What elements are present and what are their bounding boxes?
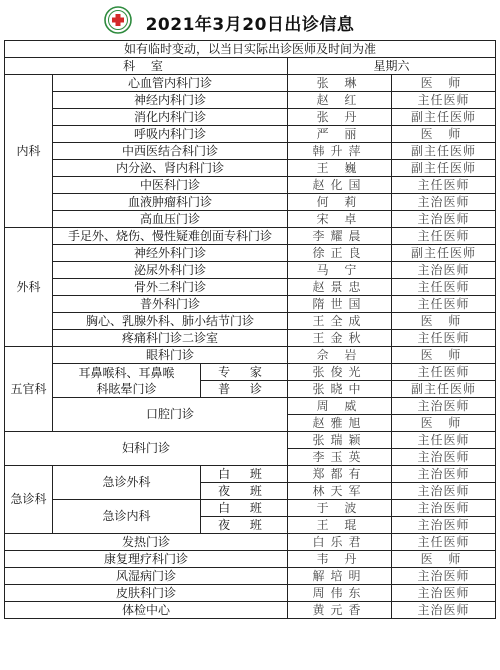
category-wuguan: 五官科 [5, 347, 53, 432]
shift-cell: 夜 班 [201, 517, 288, 534]
title-cell: 副主任医师 [392, 160, 496, 177]
title-cell: 医 师 [392, 415, 496, 432]
header-day: 星期六 [288, 58, 496, 75]
doctor-cell: 韩升萍 [288, 143, 392, 160]
ent-dept-line1: 耳鼻喉科、耳鼻喉 [78, 365, 175, 380]
doctor-cell: 解培明 [288, 568, 392, 585]
doctor-cell: 张 丹 [288, 109, 392, 126]
table-row [5, 432, 496, 449]
title-cell: 主治医师 [392, 211, 496, 228]
dept-cell: 急诊外科 [53, 466, 201, 500]
title-cell: 主任医师 [392, 330, 496, 347]
table-row [5, 551, 496, 568]
table-row [5, 585, 496, 602]
schedule-table [4, 40, 496, 619]
title-cell: 主治医师 [392, 483, 496, 500]
table-row [5, 534, 496, 551]
table-row [5, 296, 496, 313]
title-cell: 主任医师 [392, 432, 496, 449]
title-cell: 副主任医师 [392, 381, 496, 398]
title-cell: 主任医师 [392, 228, 496, 245]
table-row [5, 160, 496, 177]
title-cell: 医 师 [392, 75, 496, 92]
dept-cell: 妇科门诊 [5, 432, 288, 466]
doctor-cell: 赵景忠 [288, 279, 392, 296]
dept-cell: 神经外科门诊 [53, 245, 288, 262]
title-cell: 医 师 [392, 126, 496, 143]
doctor-cell: 白乐君 [288, 534, 392, 551]
table-row [5, 126, 496, 143]
dept-cell: 血液肿瘤科门诊 [53, 194, 288, 211]
dept-cell: 体检中心 [5, 602, 288, 619]
title-cell: 副主任医师 [392, 109, 496, 126]
dept-cell: 中西医结合科门诊 [53, 143, 288, 160]
table-row [5, 143, 496, 160]
title-cell: 主治医师 [392, 449, 496, 466]
doctor-cell: 徐正良 [288, 245, 392, 262]
note-row [5, 41, 496, 58]
title-cell: 主任医师 [392, 92, 496, 109]
table-row [5, 262, 496, 279]
category-waike: 外科 [5, 228, 53, 347]
dept-cell: 呼吸内科门诊 [53, 126, 288, 143]
title-cell: 主任医师 [392, 364, 496, 381]
shift-cell: 夜 班 [201, 483, 288, 500]
table-row [5, 330, 496, 347]
title-cell: 主治医师 [392, 602, 496, 619]
dept-cell: 普外科门诊 [53, 296, 288, 313]
doctor-cell: 郑都有 [288, 466, 392, 483]
doctor-cell: 张瑞颖 [288, 432, 392, 449]
title-cell: 主治医师 [392, 568, 496, 585]
dept-cell: 内分泌、肾内科门诊 [53, 160, 288, 177]
title-cell: 副主任医师 [392, 245, 496, 262]
doctor-cell: 张俊光 [288, 364, 392, 381]
category-neike: 内科 [5, 75, 53, 228]
doctor-cell: 张 琳 [288, 75, 392, 92]
table-row [5, 568, 496, 585]
dept-cell: 高血压门诊 [53, 211, 288, 228]
dept-cell: 胸心、乳腺外科、肺小结节门诊 [53, 313, 288, 330]
table-row [5, 500, 496, 517]
dept-cell: 口腔门诊 [53, 398, 288, 432]
doctor-cell: 于 波 [288, 500, 392, 517]
table-row [5, 602, 496, 619]
ent-expert-label: 专 家 [201, 364, 288, 381]
dept-cell: 康复理疗科门诊 [5, 551, 288, 568]
page-title: 2021年3月20日出诊信息 [145, 15, 355, 35]
dept-cell: 风湿病门诊 [5, 568, 288, 585]
table-row [5, 228, 496, 245]
dept-cell: 皮肤科门诊 [5, 585, 288, 602]
dept-cell: 心血管内科门诊 [53, 75, 288, 92]
doctor-cell: 周伟东 [288, 585, 392, 602]
table-row [5, 75, 496, 92]
doctor-cell: 黄元香 [288, 602, 392, 619]
dept-cell: 消化内科门诊 [53, 109, 288, 126]
table-row [5, 194, 496, 211]
category-jizhen: 急诊科 [5, 466, 53, 534]
doctor-cell: 周 威 [288, 398, 392, 415]
title-cell: 主任医师 [392, 279, 496, 296]
title-cell: 主治医师 [392, 517, 496, 534]
title-cell: 主治医师 [392, 194, 496, 211]
doctor-cell: 隋世国 [288, 296, 392, 313]
title-cell: 医 师 [392, 347, 496, 364]
shift-cell: 白 班 [201, 466, 288, 483]
dept-cell: 手足外、烧伤、慢性疑难创面专科门诊 [53, 228, 288, 245]
title-cell: 主任医师 [392, 296, 496, 313]
shift-cell: 白 班 [201, 500, 288, 517]
doctor-cell: 马 宁 [288, 262, 392, 279]
doctor-cell: 赵雅旭 [288, 415, 392, 432]
doctor-cell: 赵化国 [288, 177, 392, 194]
dept-cell: 急诊内科 [53, 500, 201, 534]
title-cell: 副主任医师 [392, 143, 496, 160]
title-cell: 医 师 [392, 551, 496, 568]
table-row [5, 211, 496, 228]
ent-general-label: 普 诊 [201, 381, 288, 398]
title-cell: 主治医师 [392, 466, 496, 483]
dept-cell: 发热门诊 [5, 534, 288, 551]
doctor-cell: 何 莉 [288, 194, 392, 211]
table-row [5, 466, 496, 483]
ent-dept-line2: 科眩晕门诊 [96, 381, 157, 396]
doctor-cell: 林天军 [288, 483, 392, 500]
doctor-cell: 韦 丹 [288, 551, 392, 568]
table-row [5, 109, 496, 126]
schedule-note: 如有临时变动，以当日实际出诊医师及时间为准 [5, 41, 496, 58]
title-cell: 主治医师 [392, 262, 496, 279]
title-cell: 主治医师 [392, 398, 496, 415]
table-row [5, 279, 496, 296]
table-row [5, 313, 496, 330]
doctor-cell: 李玉英 [288, 449, 392, 466]
doctor-cell: 王金秋 [288, 330, 392, 347]
doctor-cell: 宋 卓 [288, 211, 392, 228]
doctor-cell: 王全成 [288, 313, 392, 330]
title-cell: 主任医师 [392, 177, 496, 194]
dept-cell: 骨外二科门诊 [53, 279, 288, 296]
title-cell: 主治医师 [392, 500, 496, 517]
doctor-cell: 王 巍 [288, 160, 392, 177]
doctor-cell: 王 琨 [288, 517, 392, 534]
table-row [5, 364, 496, 381]
doctor-cell: 李耀晨 [288, 228, 392, 245]
dept-cell: 中医科门诊 [53, 177, 288, 194]
doctor-cell: 张晓中 [288, 381, 392, 398]
doctor-cell: 赵 红 [288, 92, 392, 109]
dept-cell: 神经内科门诊 [53, 92, 288, 109]
header-department: 科 室 [5, 58, 288, 75]
dept-cell: 眼科门诊 [53, 347, 288, 364]
title-cell: 主任医师 [392, 534, 496, 551]
table-row [5, 347, 496, 364]
table-row [5, 92, 496, 109]
title-cell: 医 师 [392, 313, 496, 330]
doctor-cell: 严 丽 [288, 126, 392, 143]
ent-dept-cell [53, 364, 201, 398]
header-row [5, 58, 496, 75]
dept-cell: 泌尿外科门诊 [53, 262, 288, 279]
title-cell: 主治医师 [392, 585, 496, 602]
table-row [5, 245, 496, 262]
table-row [5, 398, 496, 415]
table-row [5, 177, 496, 194]
dept-cell: 疼痛科门诊二诊室 [53, 330, 288, 347]
doctor-cell: 佘 岩 [288, 347, 392, 364]
